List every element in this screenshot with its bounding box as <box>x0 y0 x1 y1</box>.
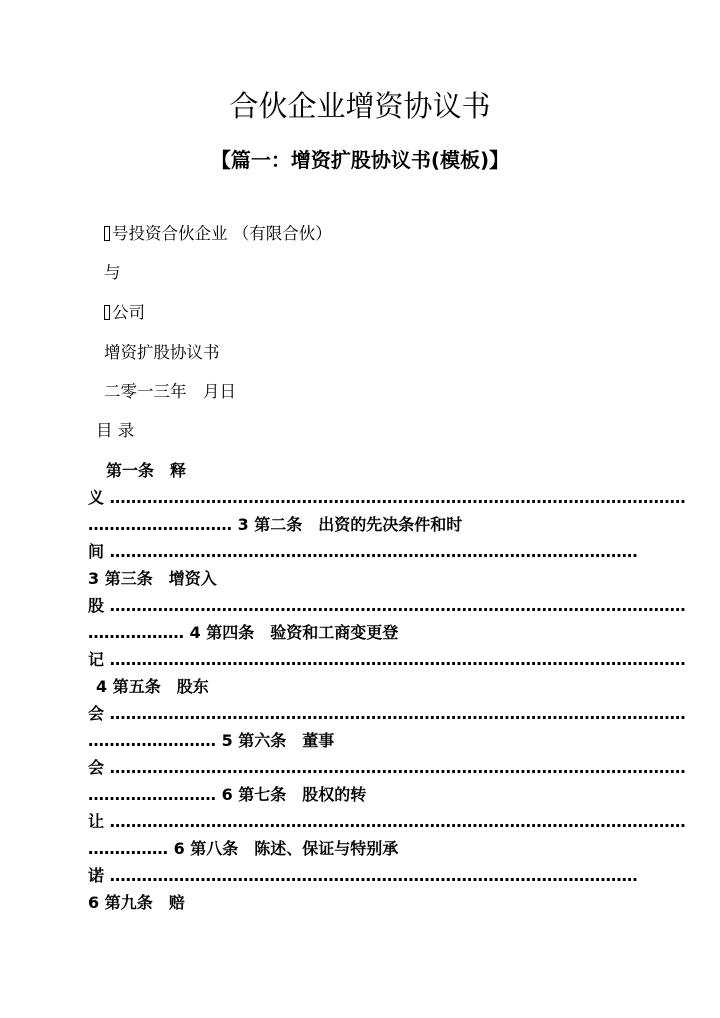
toc-row: 记 ……………………………………………………………………………………………… <box>88 650 686 669</box>
cover-line-company: 公司 <box>104 299 145 323</box>
document-subtitle: 【篇一：增资扩股协议书(模板)】 <box>210 148 510 172</box>
toc-row: …………… 6 第八条 陈述、保证与特别承 <box>88 839 399 858</box>
toc-row: …………………… 6 第七条 股权的转 <box>88 785 367 804</box>
toc-row: 诺 ……………………………………………………………………………………… <box>88 866 638 885</box>
toc-row: …………………… 5 第六条 董事 <box>88 731 335 750</box>
toc-row: 会 ……………………………………………………………………………………………… <box>88 758 686 777</box>
document-title: 合伙企业增资协议书 <box>229 89 491 123</box>
cover-line-agreement: 增资扩股协议书 <box>104 343 220 362</box>
toc-row: ……………………… 3 第二条 出资的先决条件和时 <box>88 515 463 534</box>
toc-row: 股 ……………………………………………………………………………………………… <box>88 596 686 615</box>
toc-row: 会 ……………………………………………………………………………………………… <box>88 704 686 723</box>
toc-row: 义 ……………………………………………………………………………………………… <box>88 488 686 507</box>
cover-line-date: 二零一三年 月日 <box>104 382 236 401</box>
toc-row: 6 第九条 赔 <box>88 893 185 912</box>
cover-line-and: 与 <box>104 263 121 282</box>
toc-row: 间 ……………………………………………………………………………………… <box>88 542 638 561</box>
toc-heading: 目 录 <box>96 421 135 440</box>
toc-row: 4 第五条 股东 <box>96 677 209 696</box>
toc-row: ……………… 4 第四条 验资和工商变更登 <box>88 623 399 642</box>
placeholder-box-icon <box>104 226 110 241</box>
placeholder-box-icon <box>104 305 110 320</box>
toc-row: 第一条 释 <box>106 461 187 480</box>
cover-line-partnership: 号投资合伙企业 （有限合伙） <box>104 220 332 244</box>
toc-row: 3 第三条 增资入 <box>88 569 217 588</box>
toc-row: 让 ……………………………………………………………………………………………… <box>88 812 686 831</box>
